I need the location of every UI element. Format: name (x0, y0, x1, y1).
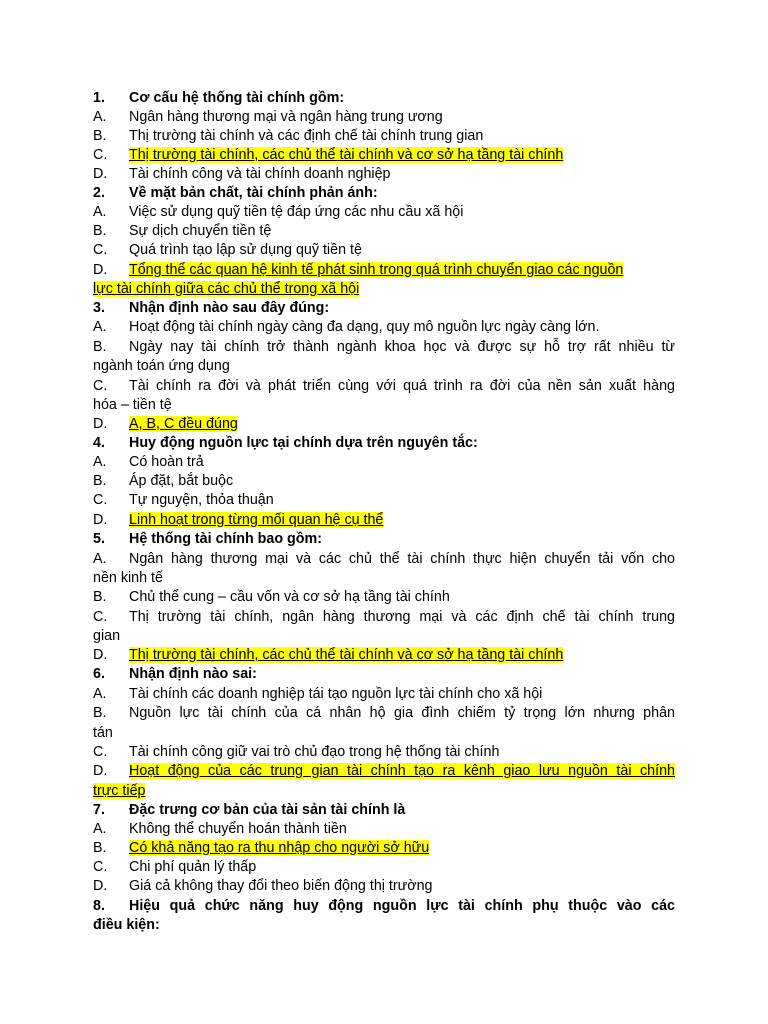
question-line (93, 184, 675, 203)
option-label: A. (93, 821, 107, 837)
option-label: C. (93, 242, 108, 258)
option-label: A. (93, 686, 107, 702)
option-text: Quá trình tạo lập sử dụng quỹ tiền tệ (129, 242, 362, 258)
option-label: C. (93, 859, 108, 875)
answer-line (93, 762, 675, 781)
question-number: 7. (93, 802, 105, 818)
answer-line (93, 127, 675, 146)
answer-line (93, 608, 675, 627)
answer-line (93, 820, 675, 839)
highlighted-answer-text: trực tiếp (93, 783, 146, 799)
question-line (93, 299, 675, 318)
option-label: B. (93, 840, 107, 856)
option-text: Tự nguyện, thỏa thuận (129, 492, 274, 508)
answer-continuation (93, 569, 675, 588)
highlighted-answer-text: A, B, C đều đúng (129, 416, 238, 432)
question-line (93, 897, 675, 916)
answer-line (93, 222, 675, 241)
question-line (93, 530, 675, 549)
answer-continuation (93, 782, 675, 801)
answer-line (93, 858, 675, 877)
option-text: Tài chính công và tài chính doanh nghiệp (129, 166, 391, 182)
option-text: Không thể chuyển hoán thành tiền (129, 821, 347, 837)
highlighted-answer-text: Thị trường tài chính, các chủ thể tài chính và cơ sở hạ tầng tài chính (129, 647, 564, 663)
question-text: Nhận định nào sau đây đúng: (129, 300, 330, 316)
question-text: Hệ thống tài chính bao gồm: (129, 531, 322, 547)
option-text: Nguồn lực tài chính của cá nhân hộ gia đình chiếm tỷ trọng lớn nhưng phân (129, 705, 675, 721)
option-label: A. (93, 319, 107, 335)
answer-line (93, 203, 675, 222)
option-text: Áp đặt, bắt buộc (129, 473, 234, 489)
option-label: A. (93, 551, 107, 567)
option-label: D. (93, 878, 108, 894)
question-text: điều kiện: (93, 917, 160, 933)
question-number: 2. (93, 185, 105, 201)
option-label: A. (93, 204, 107, 220)
answer-line (93, 415, 675, 434)
highlighted-answer-text: Hoạt động của các trung gian tài chính tạo ra kênh giao lưu nguồn tài chính (129, 763, 675, 779)
option-text: Ngân hàng thương mại và các chủ thể tài chính thực hiện chuyển tải vốn cho (129, 551, 675, 567)
option-text: tán (93, 725, 113, 741)
question-number: 6. (93, 666, 105, 682)
option-label: B. (93, 705, 107, 721)
option-label: C. (93, 378, 108, 394)
option-label: D. (93, 416, 108, 432)
question-number: 1. (93, 90, 105, 106)
option-label: C. (93, 492, 108, 508)
option-label: D. (93, 763, 108, 779)
option-text: Việc sử dụng quỹ tiền tệ đáp ứng các nhu cầu xã hội (129, 204, 464, 220)
option-label: B. (93, 128, 107, 144)
option-label: B. (93, 223, 107, 239)
option-label: C. (93, 147, 108, 163)
option-label: B. (93, 339, 107, 355)
question-line (93, 916, 675, 935)
highlighted-answer-text: Thị trường tài chính, các chủ thể tài chính và cơ sở hạ tầng tài chính (129, 147, 564, 163)
option-label: D. (93, 262, 108, 278)
option-label: B. (93, 589, 107, 605)
highlighted-answer-text: Có khả năng tạo ra thu nhập cho người sở hữu (129, 840, 430, 856)
answer-continuation (93, 280, 675, 299)
answer-line (93, 338, 675, 357)
option-text: Chi phí quản lý thấp (129, 859, 257, 875)
question-text: Hiệu quả chức năng huy động nguồn lực tài chính phụ thuộc vào các (129, 898, 675, 914)
option-text: Giá cả không thay đổi theo biến động thị trường (129, 878, 433, 894)
answer-continuation (93, 396, 675, 415)
option-text: Tài chính các doanh nghiệp tái tạo nguồn lực tài chính cho xã hội (129, 686, 543, 702)
option-text: Tài chính công giữ vai trò chủ đạo trong hệ thống tài chính (129, 744, 500, 760)
option-label: B. (93, 473, 107, 489)
answer-line (93, 241, 675, 260)
answer-line (93, 704, 675, 723)
answer-line (93, 743, 675, 762)
question-line (93, 801, 675, 820)
answer-line (93, 646, 675, 665)
question-text: Huy động nguồn lực tại chính dựa trên nguyên tắc: (129, 435, 478, 451)
answer-line (93, 108, 675, 127)
answer-line (93, 877, 675, 896)
answer-line (93, 472, 675, 491)
option-label: A. (93, 109, 107, 125)
option-text: Ngày nay tài chính trở thành ngành khoa học và được sự hỗ trợ rất nhiều từ (129, 339, 675, 355)
option-text: ngành toán ứng dụng (93, 358, 230, 374)
answer-line (93, 146, 675, 165)
option-text: gian (93, 628, 121, 644)
answer-line (93, 511, 675, 530)
answer-continuation (93, 627, 675, 646)
option-label: D. (93, 512, 108, 528)
answer-line (93, 377, 675, 396)
question-line (93, 434, 675, 453)
option-text: nền kinh tế (93, 570, 163, 586)
question-line (93, 665, 675, 684)
option-text: Tài chính ra đời và phát triển cùng với quá trình ra đời của nền sản xuất hàng (129, 378, 675, 394)
option-label: D. (93, 647, 108, 663)
question-text: Về mặt bản chất, tài chính phản ánh: (129, 185, 378, 201)
question-line (93, 89, 675, 108)
question-number: 4. (93, 435, 105, 451)
answer-line (93, 685, 675, 704)
option-text: hóa – tiền tệ (93, 397, 172, 413)
answer-line (93, 839, 675, 858)
answer-continuation (93, 357, 675, 376)
answer-line (93, 318, 675, 337)
option-text: Hoạt động tài chính ngày càng đa dạng, quy mô nguồn lực ngày càng lớn. (129, 319, 600, 335)
question-number: 5. (93, 531, 105, 547)
question-text: Đặc trưng cơ bản của tài sản tài chính là (129, 802, 406, 818)
option-text: Có hoàn trả (129, 454, 204, 470)
answer-line (93, 261, 675, 280)
question-number: 3. (93, 300, 105, 316)
answer-line (93, 165, 675, 184)
question-text: Cơ cấu hệ thống tài chính gồm: (129, 90, 345, 106)
answer-line (93, 453, 675, 472)
option-text: Chủ thể cung – cầu vốn và cơ sở hạ tầng tài chính (129, 589, 450, 605)
option-text: Ngân hàng thương mại và ngân hàng trung ương (129, 109, 443, 125)
question-number: 8. (93, 898, 105, 914)
option-text: Sự dịch chuyển tiền tệ (129, 223, 272, 239)
answer-line (93, 588, 675, 607)
answer-line (93, 491, 675, 510)
option-text: Thị trường tài chính, ngân hàng thương mại và các định chế tài chính trung (129, 609, 675, 625)
option-label: C. (93, 744, 108, 760)
highlighted-answer-text: Tổng thể các quan hệ kinh tế phát sinh trong quá trình chuyển giao các nguồn (129, 262, 624, 278)
option-text: Thị trường tài chính và các định chế tài chính trung gian (129, 128, 484, 144)
option-label: C. (93, 609, 108, 625)
option-label: D. (93, 166, 108, 182)
answer-continuation (93, 724, 675, 743)
answer-line (93, 550, 675, 569)
question-text: Nhận định nào sai: (129, 666, 257, 682)
option-label: A. (93, 454, 107, 470)
highlighted-answer-text: lực tài chính giữa các chủ thể trong xã hội (93, 281, 360, 297)
highlighted-answer-text: Linh hoạt trong từng mối quan hệ cụ thể (129, 512, 384, 528)
